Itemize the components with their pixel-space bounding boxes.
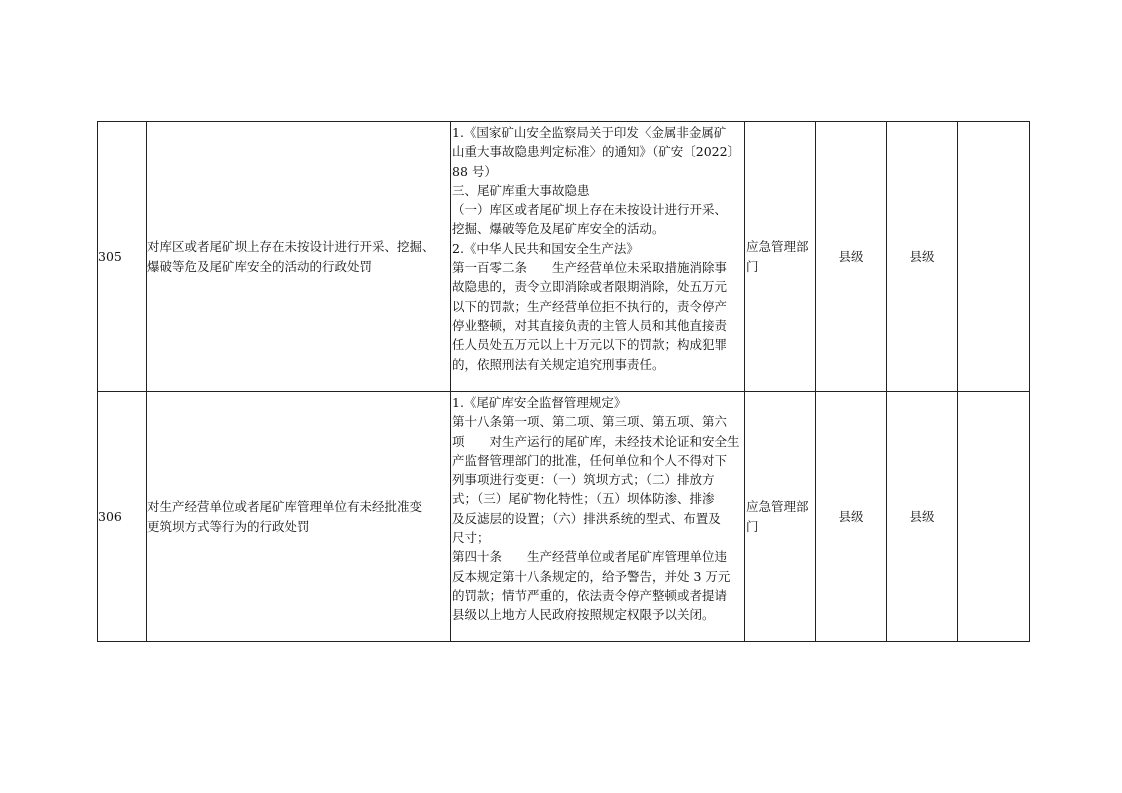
legal-basis-line: 及反滤层的设置；（六）排洪系统的型式、布置及 (452, 510, 721, 526)
table-row (98, 392, 1030, 642)
legal-basis-line: 2.《中华人民共和国安全生产法》 (452, 240, 639, 256)
legal-basis-line: 第十八条第一项、第二项、第三项、第五项、第六 (452, 414, 728, 430)
remarks-cell (958, 122, 1030, 392)
legal-basis-line: 1.《尾矿库安全监督管理规定》 (452, 395, 627, 410)
legal-basis-line: 项 对生产运行的尾矿库，未经技术论证和安全生 (452, 433, 740, 449)
legal-basis-line: 的，依照刑法有关规定追究刑事责任。 (452, 356, 665, 372)
legal-basis-line: 故隐患的，责令立即消除或者限期消除，处五万元 (452, 279, 728, 295)
legal-basis-line: （一）库区或者尾矿坝上存在未按设计进行开采、 (452, 202, 728, 218)
item-name-line: 对库区或者尾矿坝上存在未按设计进行开采、挖掘、 (147, 239, 435, 255)
item-name (147, 122, 451, 392)
legal-basis-line: 产监督管理部门的批准，任何单位和个人不得对下 (452, 452, 728, 468)
enforcement-level: 县级 (816, 122, 887, 392)
legal-basis-line: 任人员处五万元以上十万元以下的罚款；构成犯罪 (452, 337, 728, 353)
legal-basis-line: 第一百零二条 生产经营单位未采取措施消除事 (452, 260, 728, 276)
legal-basis-line: 反本规定第十八条规定的，给予警告，并处 3 万元 (452, 568, 731, 584)
handling-level: 县级 (887, 122, 958, 392)
document-table (97, 121, 1030, 642)
legal-basis-line: 县级以上地方人民政府按照规定权限予以关闭。 (452, 607, 715, 623)
department-line: 应急管理部 (746, 499, 809, 515)
legal-basis-line: 三、尾矿库重大事故隐患 (452, 182, 590, 198)
department-line: 应急管理部 (746, 239, 809, 255)
item-number: 305 (98, 122, 147, 392)
legal-basis-line: 山重大事故隐患判定标准〉的通知》（矿安〔2022〕 (452, 144, 741, 160)
legal-basis-line: 的罚款；情节严重的，依法责令停产整顿或者提请 (452, 587, 728, 603)
item-name (147, 392, 451, 642)
remarks-cell (958, 392, 1030, 642)
legal-basis-line: 停业整顿，对其直接负责的主管人员和其他直接责 (452, 317, 728, 333)
legal-basis (451, 122, 745, 392)
item-name-line: 对生产经营单位或者尾矿库管理单位有未经批准变 (147, 499, 423, 515)
handling-level: 县级 (887, 392, 958, 642)
legal-basis-line: 88 号） (452, 163, 497, 179)
responsible-department (745, 122, 816, 392)
item-name-line: 更筑坝方式等行为的行政处罚 (147, 518, 310, 534)
legal-basis-line: 列事项进行变更：（一）筑坝方式；（二）排放方 (452, 472, 715, 488)
legal-basis-line: 尺寸； (452, 530, 490, 546)
department-line: 门 (746, 518, 759, 534)
legal-basis-line: 挖掘、爆破等危及尾矿库安全的活动。 (452, 221, 665, 237)
item-name-line: 爆破等危及尾矿库安全的活动的行政处罚 (147, 258, 373, 274)
legal-basis-line: 第四十条 生产经营单位或者尾矿库管理单位违 (452, 549, 728, 565)
legal-basis-line: 以下的罚款；生产经营单位拒不执行的，责令停产 (452, 298, 728, 314)
department-line: 门 (746, 258, 759, 274)
responsible-department (745, 392, 816, 642)
legal-basis (451, 392, 745, 642)
legal-basis-line: 1.《国家矿山安全监察局关于印发〈金属非金属矿 (452, 125, 727, 140)
table-row (98, 122, 1030, 392)
item-number: 306 (98, 392, 147, 642)
legal-basis-line: 式；（三）尾矿物化特性；（五）坝体防渗、排渗 (452, 491, 715, 507)
enforcement-level: 县级 (816, 392, 887, 642)
